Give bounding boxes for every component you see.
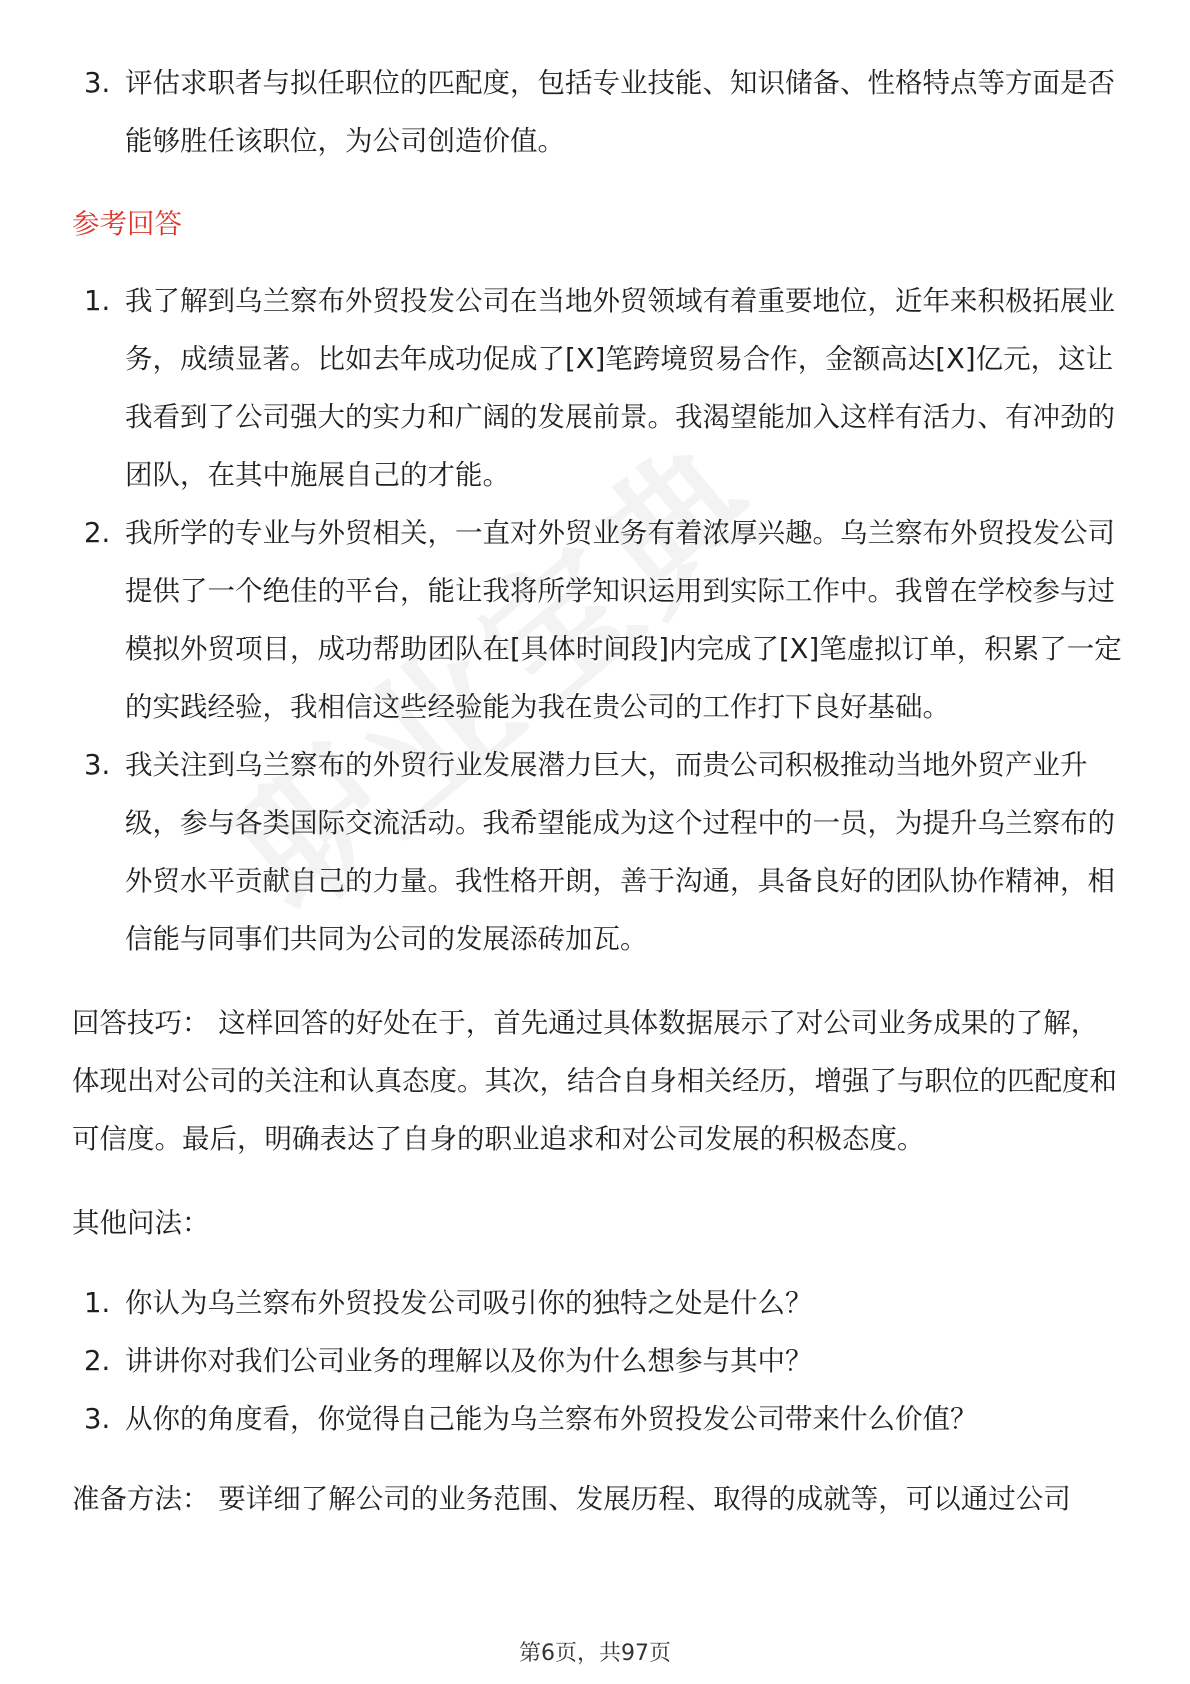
criteria-item xyxy=(72,54,1122,170)
page-footer: 第6页，共97页 xyxy=(519,1641,671,1666)
list-number: 3. xyxy=(84,67,111,99)
other-questions-heading: 其他问法： xyxy=(72,1207,210,1239)
list-number: 3. xyxy=(84,749,111,781)
question-item xyxy=(72,1390,1122,1448)
other-questions-list xyxy=(72,1274,1122,1448)
page-content xyxy=(72,54,1122,1528)
list-text: 讲讲你对我们公司业务的理解以及你为什么想参与其中？ xyxy=(125,1345,813,1377)
answer-item xyxy=(72,736,1122,968)
preparation-method: 准备方法： 要详细了解公司的业务范围、发展历程、取得的成就等，可以通过公司 xyxy=(72,1483,1071,1515)
list-text: 我所学的专业与外贸相关，一直对外贸业务有着浓厚兴趣。乌兰察布外贸投发公司提供了一个绝佳的平台，能让我将所学知识运用到实际工作中。我曾在学校参与过模拟外贸项目，成功帮助团队在[具体时间段]内完成了[X]笔虚拟订单，积累了一定的实践经验，我相信这些经验能为我在贵公司的工作打下良好基础。 xyxy=(125,517,1122,723)
list-number: 1. xyxy=(84,1287,111,1319)
list-number: 2. xyxy=(84,1345,111,1377)
list-text: 你认为乌兰察布外贸投发公司吸引你的独特之处是什么？ xyxy=(125,1287,813,1319)
list-number: 3. xyxy=(84,1403,111,1435)
answer-list xyxy=(72,272,1122,968)
list-text: 我关注到乌兰察布的外贸行业发展潜力巨大，而贵公司积极推动当地外贸产业升级，参与各类国际交流活动。我希望能成为这个过程中的一员，为提升乌兰察布的外贸水平贡献自己的力量。我性格开朗，善于沟通，具备良好的团队协作精神，相信能与同事们共同为公司的发展添砖加瓦。 xyxy=(125,749,1115,955)
list-number: 1. xyxy=(84,285,111,317)
question-item xyxy=(72,1274,1122,1332)
answer-item xyxy=(72,504,1122,736)
list-text: 评估求职者与拟任职位的匹配度，包括专业技能、知识储备、性格特点等方面是否能够胜任该职位，为公司创造价值。 xyxy=(125,67,1115,157)
list-text: 从你的角度看，你觉得自己能为乌兰察布外贸投发公司带来什么价值？ xyxy=(125,1403,978,1435)
list-text: 我了解到乌兰察布外贸投发公司在当地外贸领域有着重要地位，近年来积极拓展业务，成绩显著。比如去年成功促成了[X]笔跨境贸易合作，金额高达[X]亿元，这让我看到了公司强大的实力和广阔的发展前景。我渴望能加入这样有活力、有冲劲的团队，在其中施展自己的才能。 xyxy=(125,285,1115,491)
criteria-list xyxy=(72,54,1122,170)
list-number: 2. xyxy=(84,517,111,549)
answer-item xyxy=(72,272,1122,504)
answer-heading: 参考回答 xyxy=(72,208,182,240)
answer-tips: 回答技巧： 这样回答的好处在于，首先通过具体数据展示了对公司业务成果的了解，体现出对公司的关注和认真态度。其次，结合自身相关经历，增强了与职位的匹配度和可信度。最后，明确表达了自身的职业追求和对公司发展的积极态度。 xyxy=(72,1007,1117,1155)
question-item xyxy=(72,1332,1122,1390)
